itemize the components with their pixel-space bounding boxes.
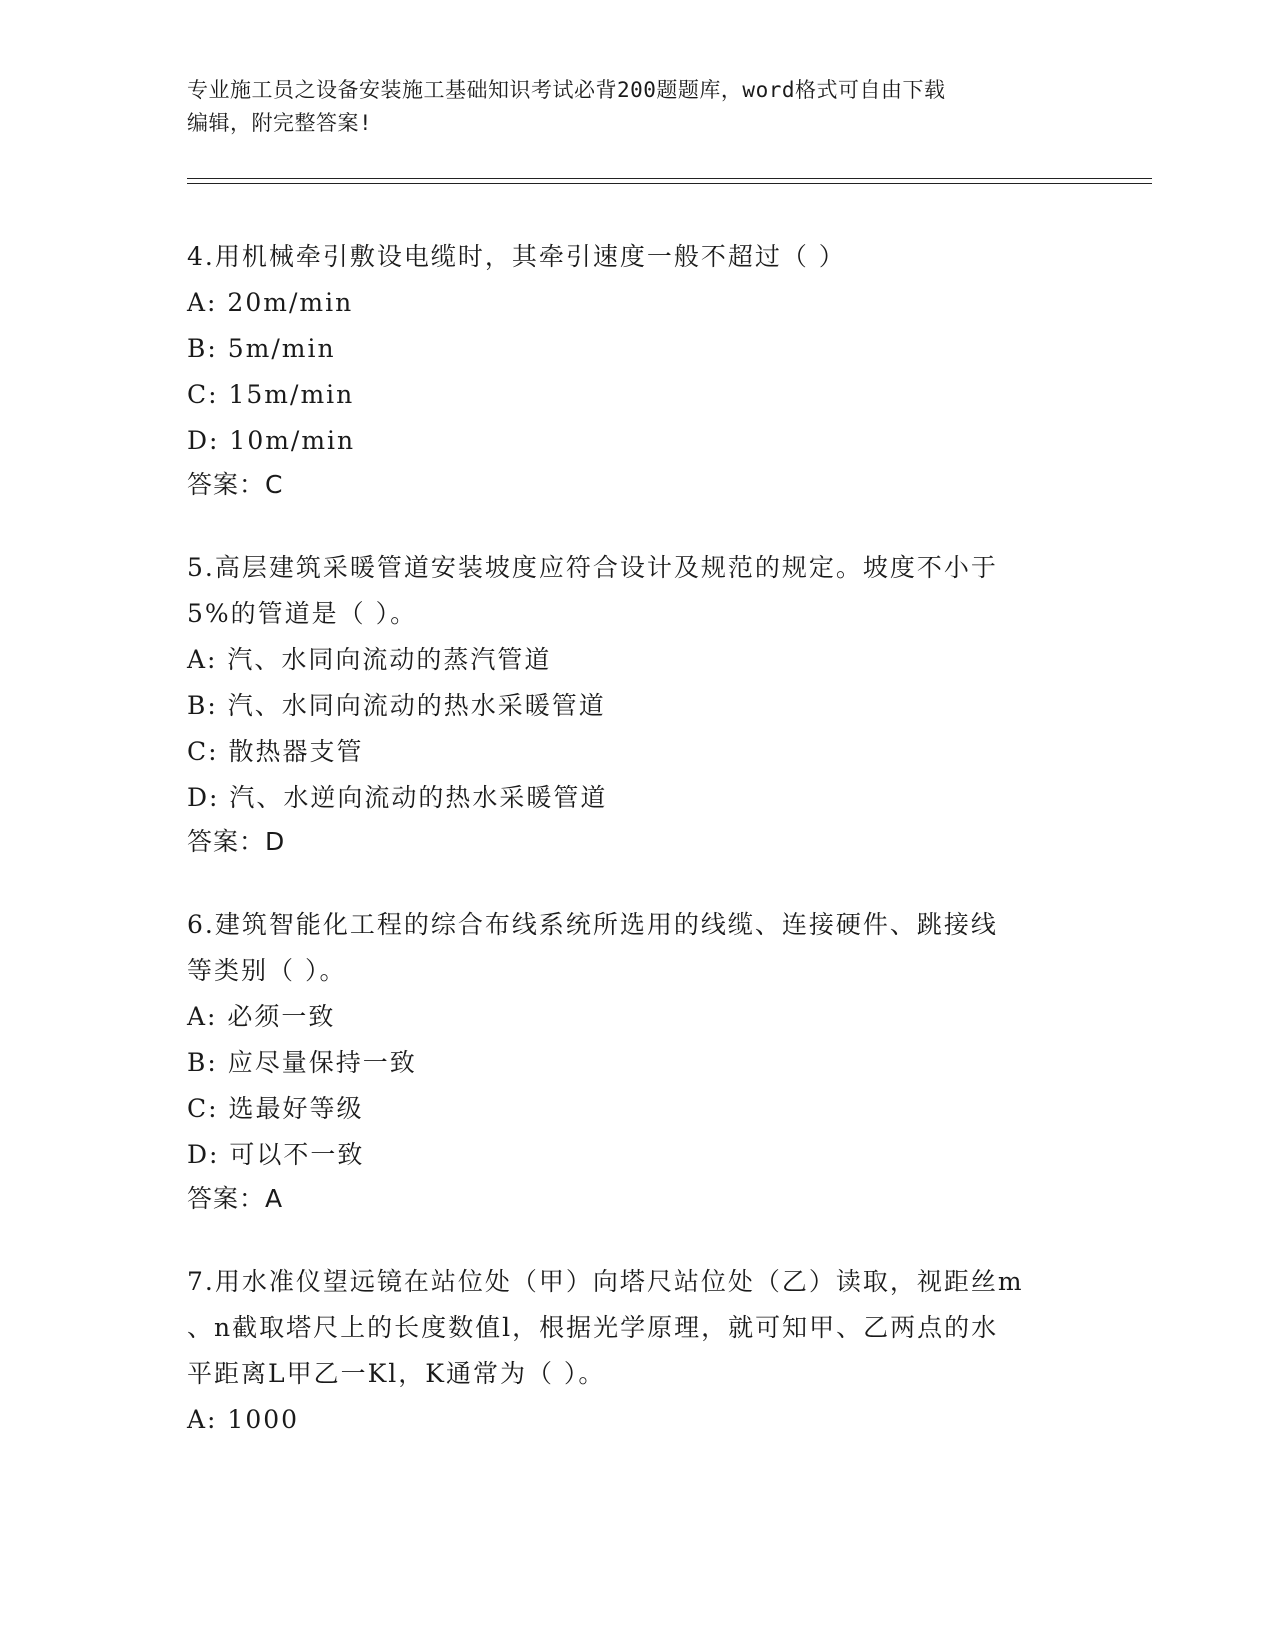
- question-stem-line: 5.高层建筑采暖管道安装坡度应符合设计及规范的规定。坡度不小于: [187, 553, 998, 582]
- answer-label: 答案：D: [187, 827, 286, 856]
- question-7: [187, 1259, 1087, 1443]
- question-5: [187, 545, 1087, 863]
- question-stem: [187, 545, 1087, 637]
- option-c: C: 选最好等级: [187, 1094, 364, 1123]
- question-stem-line: 7.用水准仪望远镜在站位处（甲）向塔尺站位处（乙）读取，视距丝m: [187, 1267, 1024, 1296]
- header-line-2: 编辑，附完整答案!: [187, 111, 373, 135]
- question-stem-line: 4.用机械牵引敷设电缆时，其牵引速度一般不超过（ ）: [187, 242, 846, 271]
- header-divider: [187, 178, 1152, 184]
- option-a: A: 20m/min: [187, 288, 354, 317]
- question-stem: [187, 234, 1087, 280]
- option-c: C: 15m/min: [187, 380, 355, 409]
- option-a: A: 必须一致: [187, 1002, 336, 1031]
- question-stem-line: 平距离L甲乙一Kl，K通常为（ ）。: [187, 1359, 606, 1388]
- option-b: B: 应尽量保持一致: [187, 1048, 417, 1077]
- answer-label: 答案：C: [187, 470, 284, 499]
- question-4: [187, 234, 1087, 506]
- question-stem-line: 等类别（ ）。: [187, 956, 347, 985]
- document-header: [187, 74, 1087, 140]
- answer-label: 答案：A: [187, 1184, 284, 1213]
- question-list: [187, 234, 1087, 1482]
- option-b: B: 5m/min: [187, 334, 336, 363]
- question-stem-line: 6.建筑智能化工程的综合布线系统所选用的线缆、连接硬件、跳接线: [187, 910, 998, 939]
- option-c: C: 散热器支管: [187, 737, 364, 766]
- question-stem: [187, 1259, 1087, 1397]
- option-a: A: 1000: [187, 1405, 300, 1434]
- option-d: D: 10m/min: [187, 426, 356, 455]
- option-b: B: 汽、水同向流动的热水采暖管道: [187, 691, 606, 720]
- header-line-1: 专业施工员之设备安装施工基础知识考试必背200题题库，word格式可自由下载: [187, 78, 946, 102]
- option-d: D: 汽、水逆向流动的热水采暖管道: [187, 783, 608, 812]
- question-6: [187, 902, 1087, 1220]
- option-a: A: 汽、水同向流动的蒸汽管道: [187, 645, 552, 674]
- question-stem: [187, 902, 1087, 994]
- question-stem-line: 、n截取塔尺上的长度数值l，根据光学原理，就可知甲、乙两点的水: [187, 1313, 999, 1342]
- question-stem-line: 5%的管道是（ ）。: [187, 599, 418, 628]
- option-d: D: 可以不一致: [187, 1140, 365, 1169]
